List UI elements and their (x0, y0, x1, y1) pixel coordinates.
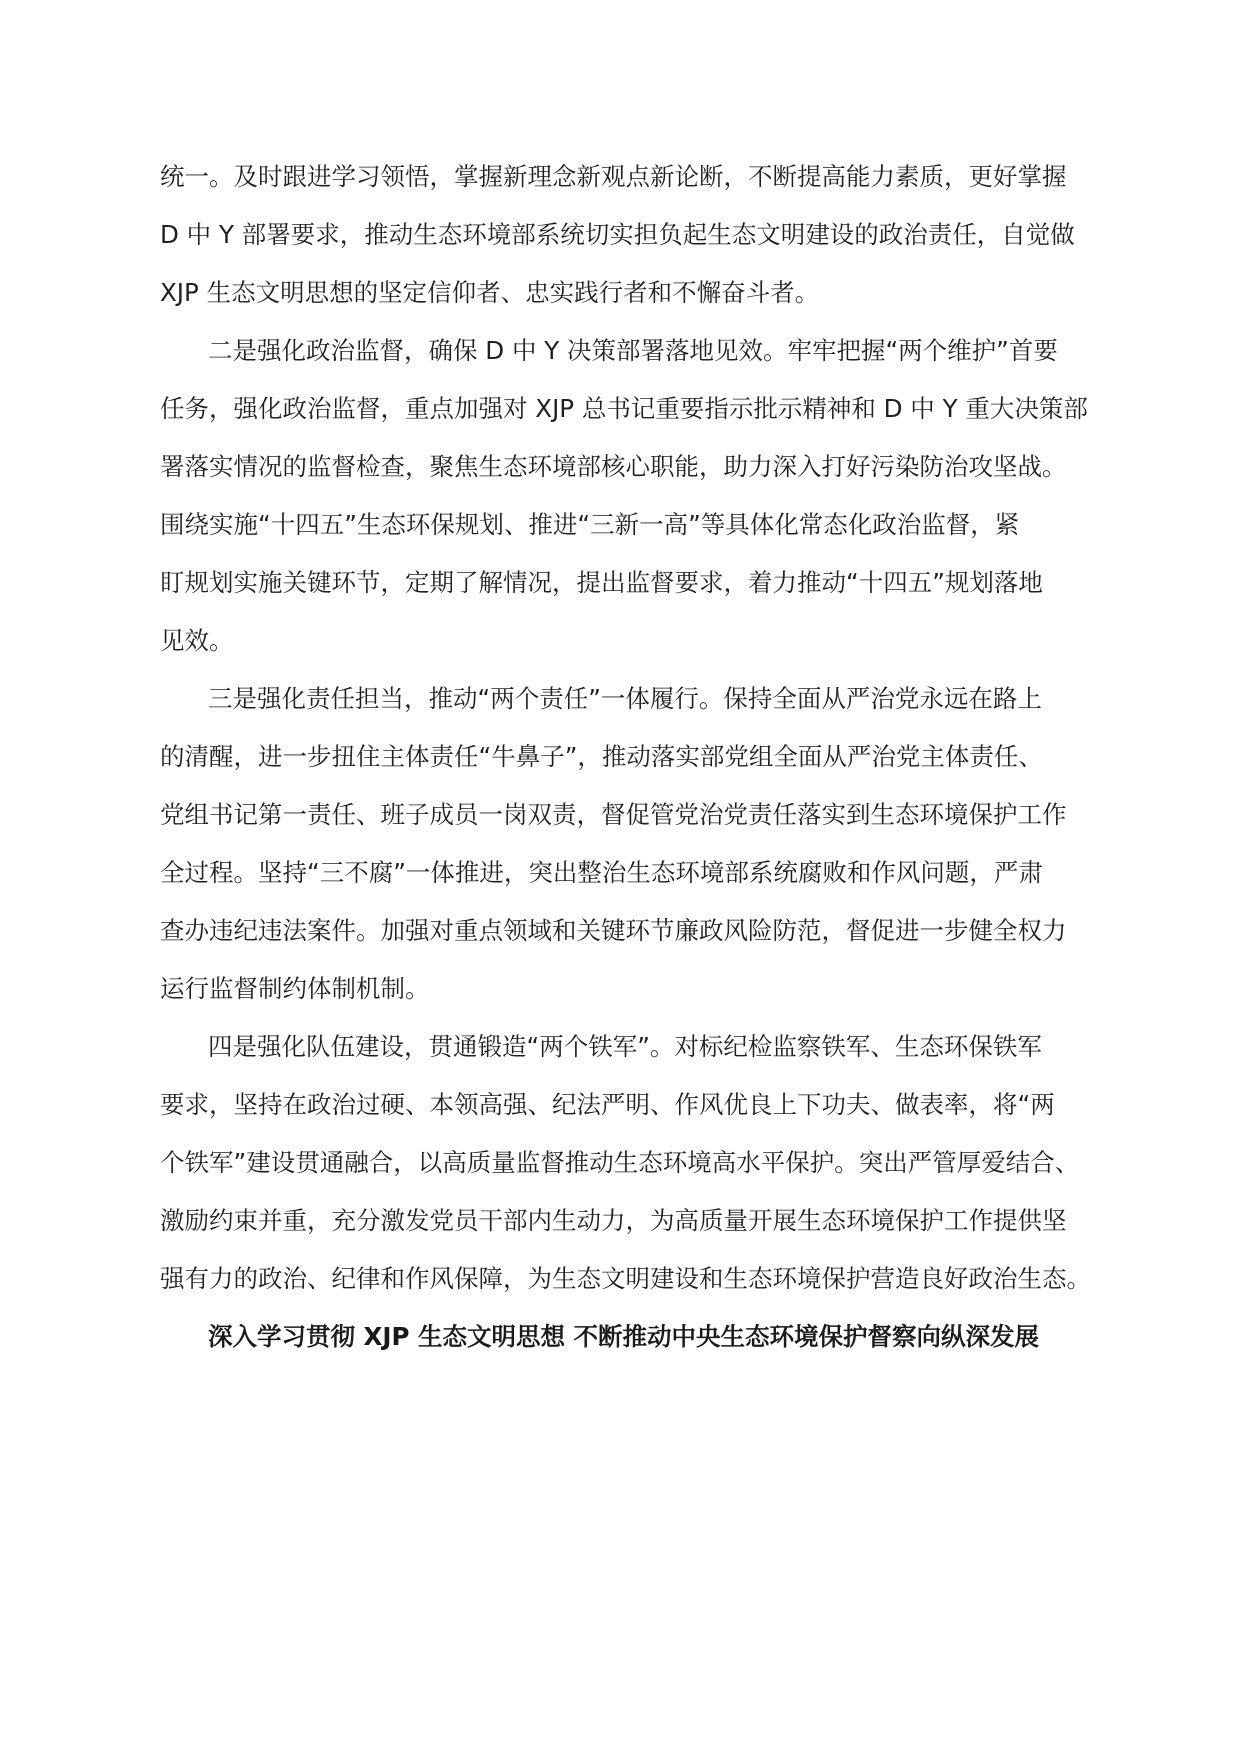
paragraph-line: 三是强化责任担当，推动“两个责任”一体履行。保持全面从严治党永远在路上 (208, 684, 1042, 713)
paragraph-line: XJP 生态文明思想的坚定信仰者、忠实践行者和不懈奋斗者。 (160, 278, 820, 307)
paragraph-line: 任务，强化政治监督，重点加强对 XJP 总书记重要指示批示精神和 D 中 Y 重大决策部 (160, 394, 1088, 423)
paragraph-line: 见效。 (160, 626, 234, 655)
paragraph-line: 四是强化队伍建设，贯通锻造“两个铁军”。对标纪检监察铁军、生态环保铁军 (208, 1032, 1042, 1061)
paragraph-line: 要求，坚持在政治过硬、本领高强、纪法严明、作风优良上下功夫、做表率，将“两 (160, 1090, 1055, 1119)
paragraph-line: 激励约束并重，充分激发党员干部内生动力，为高质量开展生态环境保护工作提供坚 (160, 1206, 1067, 1235)
paragraph-line: 盯规划实施关键环节，定期了解情况，提出监督要求，着力推动“十四五”规划落地 (160, 568, 1043, 597)
paragraph-line: 强有力的政治、纪律和作风保障，为生态文明建设和生态环境保护营造良好政治生态。 (160, 1264, 1091, 1293)
paragraph-line: D 中 Y 部署要求，推动生态环境部系统切实担负起生态文明建设的政治责任，自觉做 (160, 220, 1075, 249)
section-heading: 深入学习贯彻 XJP 生态文明思想 不断推动中央生态环境保护督察向纵深发展 (208, 1322, 1040, 1351)
paragraph-line: 运行监督制约体制机制。 (160, 974, 430, 1003)
paragraph-line: 统一。及时跟进学习领悟，掌握新理念新观点新论断，不断提高能力素质，更好掌握 (160, 162, 1067, 191)
paragraph-line: 全过程。坚持“三不腐”一体推进，突出整治生态环境部系统腐败和作风问题，严肃 (160, 858, 1043, 887)
paragraph-line: 二是强化政治监督，确保 D 中 Y 决策部署落地见效。牢牢把握“两个维护”首要 (208, 336, 1058, 365)
paragraph-line: 署落实情况的监督检查，聚焦生态环境部核心职能，助力深入打好污染防治攻坚战。 (160, 452, 1067, 481)
paragraph-line: 查办违纪违法案件。加强对重点领域和关键环节廉政风险防范，督促进一步健全权力 (160, 916, 1067, 945)
paragraph-line: 党组书记第一责任、班子成员一岗双责，督促管党治党责任落实到生态环境保护工作 (160, 800, 1067, 829)
paragraph-line: 围绕实施“十四五”生态环保规划、推进“三新一高”等具体化常态化政治监督，紧 (160, 510, 1020, 539)
paragraph-line: 的清醒，进一步扭住主体责任“牛鼻子”，推动落实部党组全面从严治党主体责任、 (160, 742, 1043, 771)
paragraph-line: 个铁军”建设贯通融合，以高质量监督推动生态环境高水平保护。突出严管厚爱结合、 (160, 1148, 1080, 1177)
